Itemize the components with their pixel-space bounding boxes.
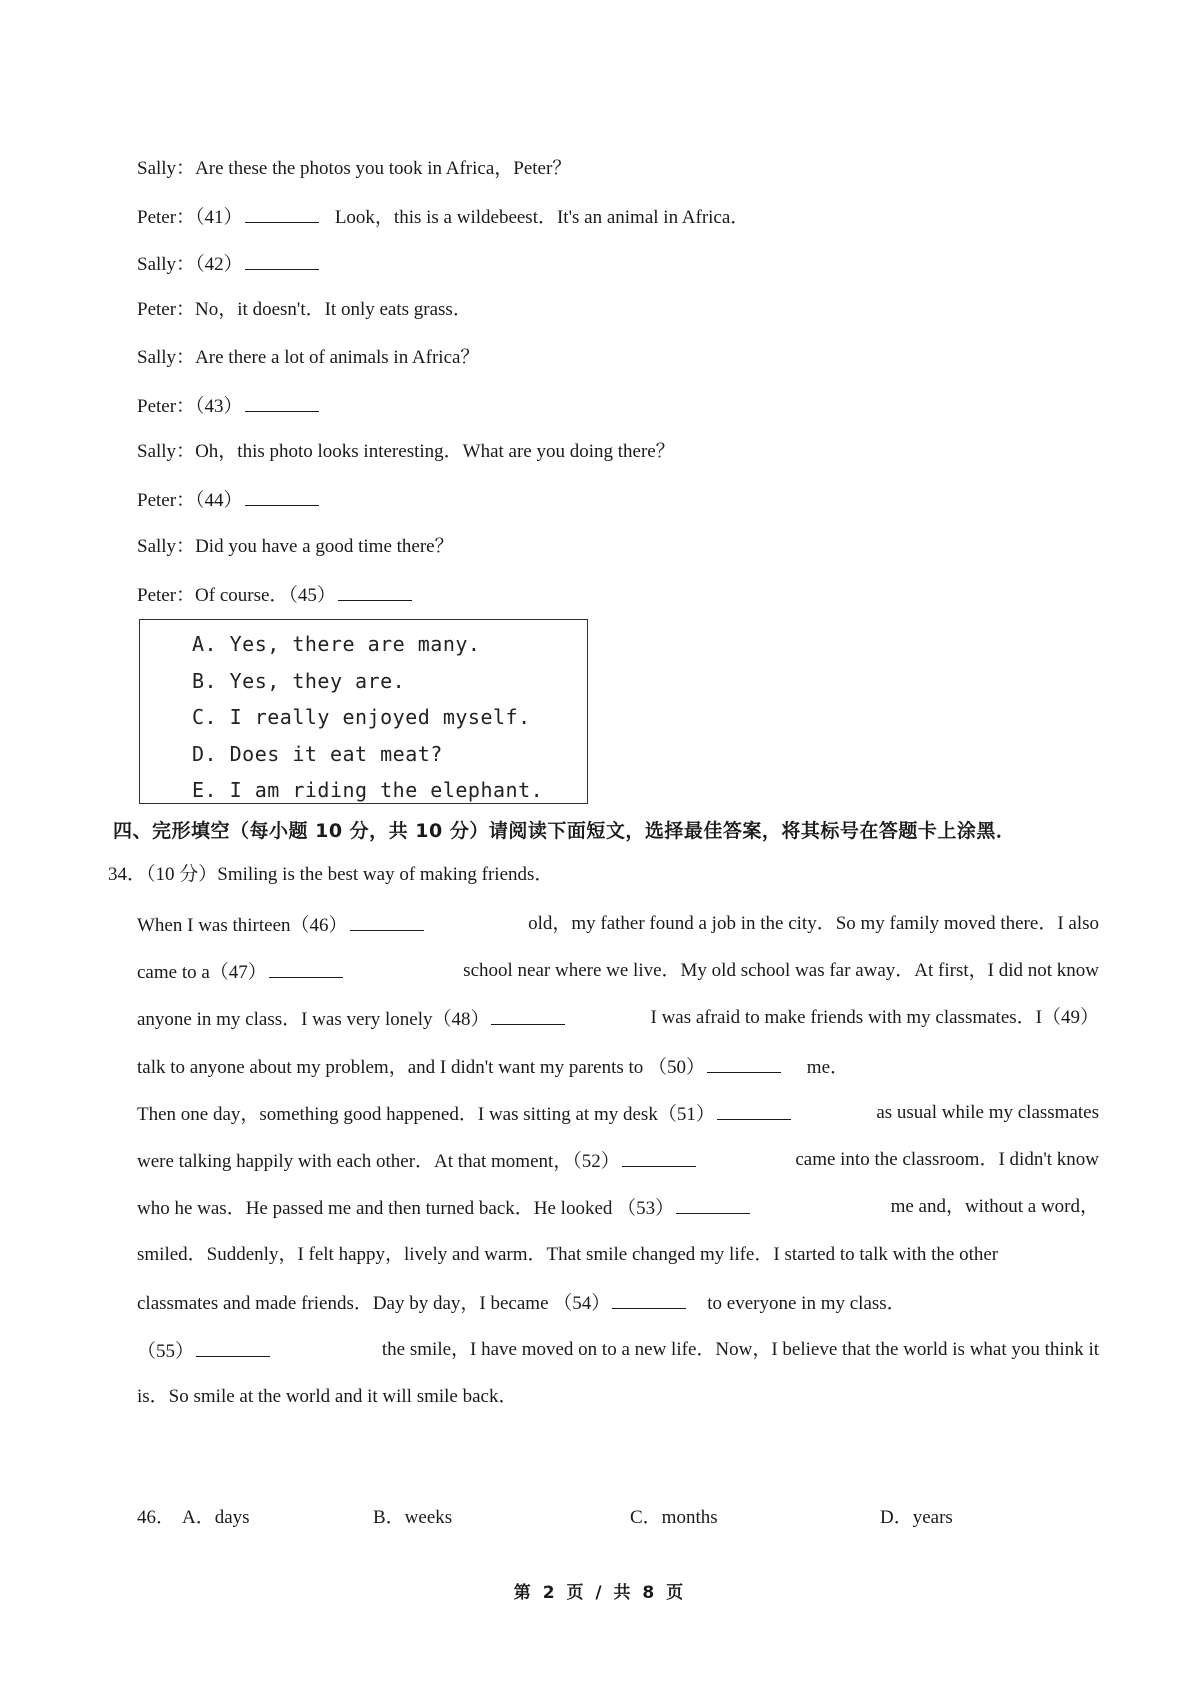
passage-line-1	[137, 912, 1099, 938]
passage-text: came to a（47）	[137, 962, 267, 983]
passage-text: classmates and made friends．Day by day，I became （54）	[137, 1293, 611, 1314]
speaker: Peter：	[137, 585, 196, 606]
passage-text: is．So smile at the world and it will smile back．	[137, 1386, 518, 1407]
passage-text: were talking happily with each other．At that moment，（52）	[137, 1151, 620, 1172]
passage-line-10	[137, 1338, 1099, 1364]
option-c: C. I really enjoyed myself.	[192, 705, 531, 729]
dialogue-line-1	[137, 157, 571, 181]
passage-text: Then one day，something good happened．I was sitting at my desk（51）	[137, 1104, 715, 1125]
question-46-number: 46．	[137, 1507, 176, 1528]
question-46-option-a: A．days	[182, 1507, 250, 1528]
passage-text: （55）	[137, 1341, 195, 1362]
question-title: 34．（10 分）Smiling is the best way of making friends．	[108, 864, 554, 885]
passage-text: old，my father found a job in the city．So my family moved there．I also	[528, 913, 1099, 934]
options-box	[139, 619, 588, 804]
option-e: E. I am riding the elephant.	[192, 778, 544, 802]
option-a: A. Yes, there are many.	[192, 632, 481, 656]
dialogue-line-8	[137, 487, 321, 513]
passage-text: to everyone in my class．	[707, 1293, 906, 1314]
answer-blank	[245, 487, 319, 506]
option-d: D. Does it eat meat?	[192, 742, 443, 766]
answer-blank	[717, 1101, 791, 1120]
passage-line-8	[137, 1243, 998, 1267]
option-b: B. Yes, they are.	[192, 669, 406, 693]
dialogue-line-7	[137, 440, 675, 464]
dialogue-text: Are there a lot of animals in Africa？	[195, 347, 480, 368]
question-number: Of course．（45）	[195, 585, 336, 606]
answer-blank	[245, 251, 319, 270]
passage-text: as usual while my classmates	[876, 1102, 1099, 1123]
answer-blank	[350, 912, 424, 931]
speaker: Peter：	[137, 207, 196, 228]
passage-text: the smile，I have moved on to a new life．Now，I believe that the world is what you think it	[381, 1339, 1099, 1360]
dialogue-text: No，it doesn't．It only eats grass．	[195, 299, 472, 320]
answer-blank	[338, 582, 412, 601]
answer-blank	[245, 393, 319, 412]
dialogue-line-10	[137, 582, 414, 608]
speaker: Peter：	[137, 396, 196, 417]
dialogue-line-6	[137, 393, 321, 419]
dialogue-line-2	[137, 204, 749, 230]
passage-line-6	[137, 1148, 1099, 1174]
passage-line-4	[137, 1054, 849, 1080]
answer-blank	[676, 1195, 750, 1214]
passage-text: talk to anyone about my problem，and I didn't want my parents to （50）	[137, 1057, 706, 1078]
speaker: Sally：	[137, 536, 196, 557]
passage-text: me．	[806, 1057, 850, 1078]
dialogue-line-5	[137, 346, 479, 370]
speaker: Sally：	[137, 254, 196, 275]
passage-text: smiled．Suddenly，I felt happy，lively and warm．That smile changed my life．I started to talk with the other	[137, 1244, 999, 1265]
passage-text: anyone in my class．I was very lonely（48）	[137, 1009, 490, 1030]
question-number: （43）	[195, 396, 243, 417]
answer-blank	[269, 959, 343, 978]
question-number: （44）	[195, 490, 243, 511]
dialogue-line-3	[137, 251, 321, 277]
dialogue-line-4	[137, 298, 472, 322]
speaker: Sally：	[137, 441, 196, 462]
speaker: Sally：	[137, 347, 196, 368]
passage-line-11	[137, 1385, 517, 1409]
speaker: Peter：	[137, 299, 196, 320]
passage-text: me and，without a word，	[890, 1196, 1099, 1217]
passage-line-7	[137, 1195, 1099, 1221]
dialogue-line-9	[137, 535, 454, 559]
passage-line-5	[137, 1101, 1099, 1127]
dialogue-text: Are these the photos you took in Africa，Peter？	[195, 158, 572, 179]
dialogue-text: Look，this is a wildebeest．It's an animal in Africa．	[334, 207, 750, 228]
answer-blank	[245, 204, 319, 223]
passage-text: who he was．He passed me and then turned back．He looked （53）	[137, 1198, 675, 1219]
question-number: （42）	[195, 254, 243, 275]
question-46-option-b: B．weeks	[373, 1507, 453, 1528]
speaker: Sally：	[137, 158, 196, 179]
answer-blank	[196, 1338, 270, 1357]
question-number: （41）	[195, 207, 243, 228]
section-heading: 四、完形填空（每小题 10 分，共 10 分）请阅读下面短文，选择最佳答案，将其标号在答题卡上涂黑．	[113, 820, 1016, 842]
answer-blank	[707, 1054, 781, 1073]
passage-text: school near where we live．My old school was far away．At first，I did not know	[463, 960, 1099, 981]
speaker: Peter：	[137, 490, 196, 511]
page-footer: 第 2 页 / 共 8 页	[513, 1583, 687, 1603]
passage-line-2	[137, 959, 1099, 985]
passage-line-3	[137, 1006, 1099, 1032]
passage-text: came into the classroom．I didn't know	[795, 1149, 1099, 1170]
question-46-option-d: D．years	[880, 1507, 953, 1528]
passage-text: I was afraid to make friends with my classmates．I（49）	[650, 1007, 1099, 1028]
passage-text: When I was thirteen（46）	[137, 915, 348, 936]
dialogue-text: Oh，this photo looks interesting．What are you doing there？	[195, 441, 675, 462]
passage-line-9	[137, 1290, 906, 1316]
answer-blank	[612, 1290, 686, 1309]
answer-blank	[622, 1148, 696, 1167]
question-46-option-c: C．months	[630, 1507, 718, 1528]
dialogue-text: Did you have a good time there？	[195, 536, 454, 557]
answer-blank	[491, 1006, 565, 1025]
